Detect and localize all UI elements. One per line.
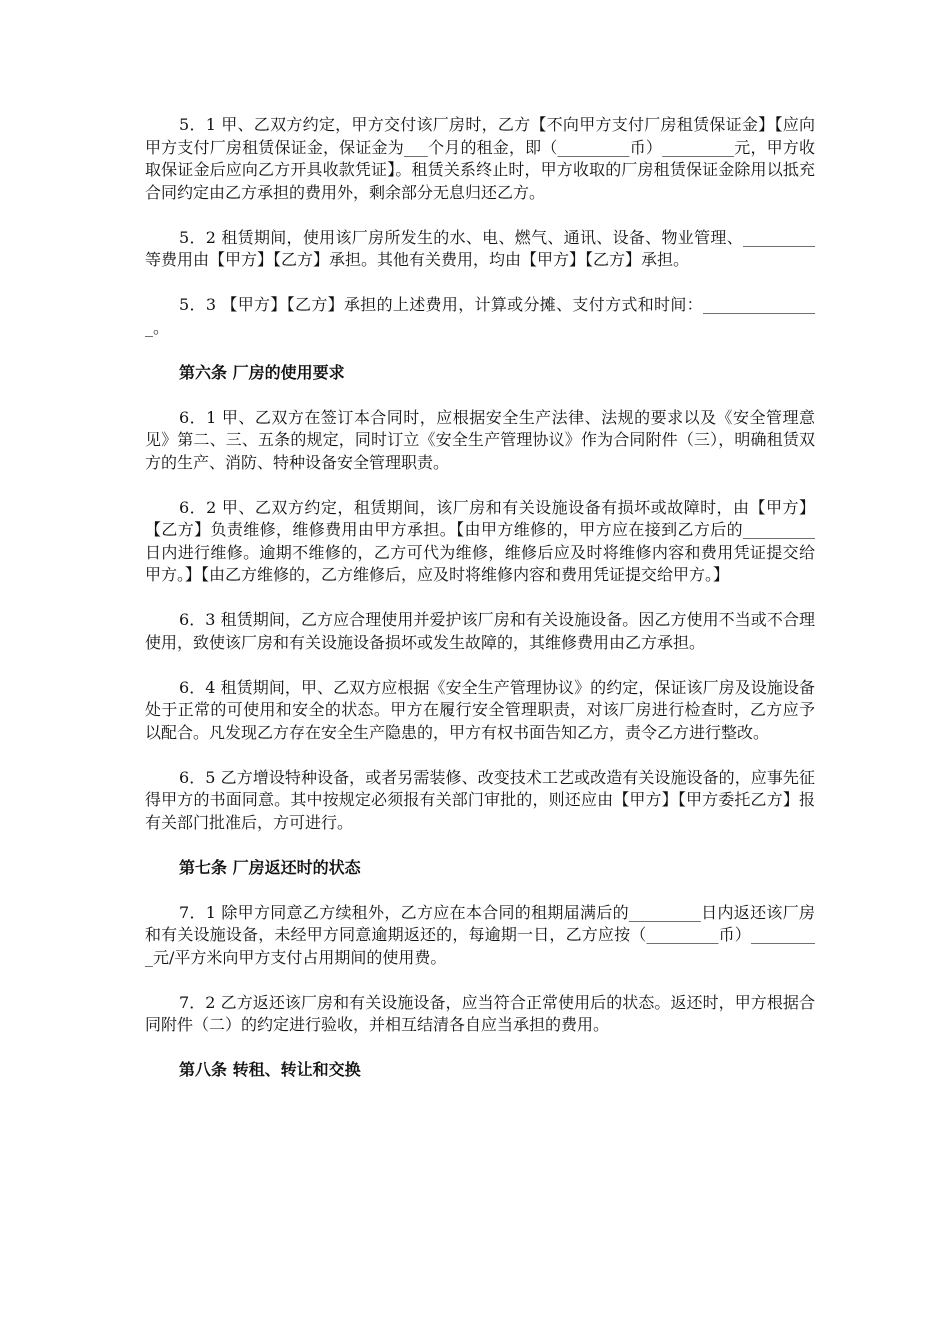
clause-6-4: 6．4 租赁期间，甲、乙双方应根据《安全生产管理协议》的约定，保证该厂房及设施设备处于正常的可使用和安全的状态。甲方在履行安全管理职责，对该厂房进行检查时，乙方应予以配合。凡发现乙方存在安全生产隐患的，甲方有权书面告知乙方，责令乙方进行整改。 xyxy=(145,677,815,742)
clause-5-3: 5．3 【甲方】【乙方】承担的上述费用，计算或分摊、支付方式和时间：_______________。 xyxy=(145,295,815,337)
article-7-heading: 第七条 厂房返还时的状态 xyxy=(179,857,361,877)
clause-6-3: 6．3 租赁期间，乙方应合理使用并爱护该厂房和有关设施设备。因乙方使用不当或不合理使用，致使该厂房和有关设施设备损坏或发生故障的，其维修费用由乙方承担。 xyxy=(145,610,815,652)
clause-7-2: 7．2 乙方返还该厂房和有关设施设备，应当符合正常使用后的状态。返还时，甲方根据合同附件（二）的约定进行验收，并相互结清各自应当承担的费用。 xyxy=(145,992,815,1034)
clause-6-5: 6．5 乙方增设特种设备，或者另需装修、改变技术工艺或改造有关设施设备的，应事先征得甲方的书面同意。其中按规定必须报有关部门审批的，则还应由【甲方】【甲方委托乙方】报有关部门批准后，方可进行。 xyxy=(145,767,815,832)
clause-7-1: 7．1 除甲方同意乙方续租外，乙方应在本合同的租期届满后的_________日内返还该厂房和有关设施设备，未经甲方同意逾期返还的，每逾期一日，乙方应按（_________币）_________元/平方米向甲方支付占用期间的使用费。 xyxy=(145,902,815,967)
document-body xyxy=(145,114,815,1104)
clause-6-2: 6．2 甲、乙双方约定，租赁期间，该厂房和有关设施设备有损坏或故障时，由【甲方】【乙方】负责维修，维修费用由甲方承担。【由甲方维修的，甲方应在接到乙方后的_________日内进行维修。逾期不维修的，乙方可代为维修，维修后应及时将维修内容和费用凭证提交给甲方。】【由乙方维修的，乙方维修后，应及时将维修内容和费用凭证提交给甲方。】 xyxy=(145,497,815,584)
article-8-heading: 第八条 转租、转让和交换 xyxy=(179,1060,361,1079)
article-6-heading: 第六条 厂房的使用要求 xyxy=(179,362,345,382)
clause-6-1: 6．1 甲、乙双方在签订本合同时，应根据安全生产法律、法规的要求以及《安全管理意见》第二、三、五条的规定，同时订立《安全生产管理协议》作为合同附件（三），明确租赁双方的生产、消防、特种设备安全管理职责。 xyxy=(145,407,815,472)
clause-5-1: 5．1 甲、乙双方约定，甲方交付该厂房时，乙方【不向甲方支付厂房租赁保证金】【应向甲方支付厂房租赁保证金，保证金为___个月的租金，即（_________币）_________元，甲方收取保证金后应向乙方开具收款凭证】。租赁关系终止时，甲方收取的厂房租赁保证金除用以抵充合同约定由乙方承担的费用外，剩余部分无息归还乙方。 xyxy=(145,115,815,202)
clause-5-2: 5．2 租赁期间，使用该厂房所发生的水、电、燃气、通讯、设备、物业管理、_________等费用由【甲方】【乙方】承担。其他有关费用，均由【甲方】【乙方】承担。 xyxy=(145,227,815,269)
